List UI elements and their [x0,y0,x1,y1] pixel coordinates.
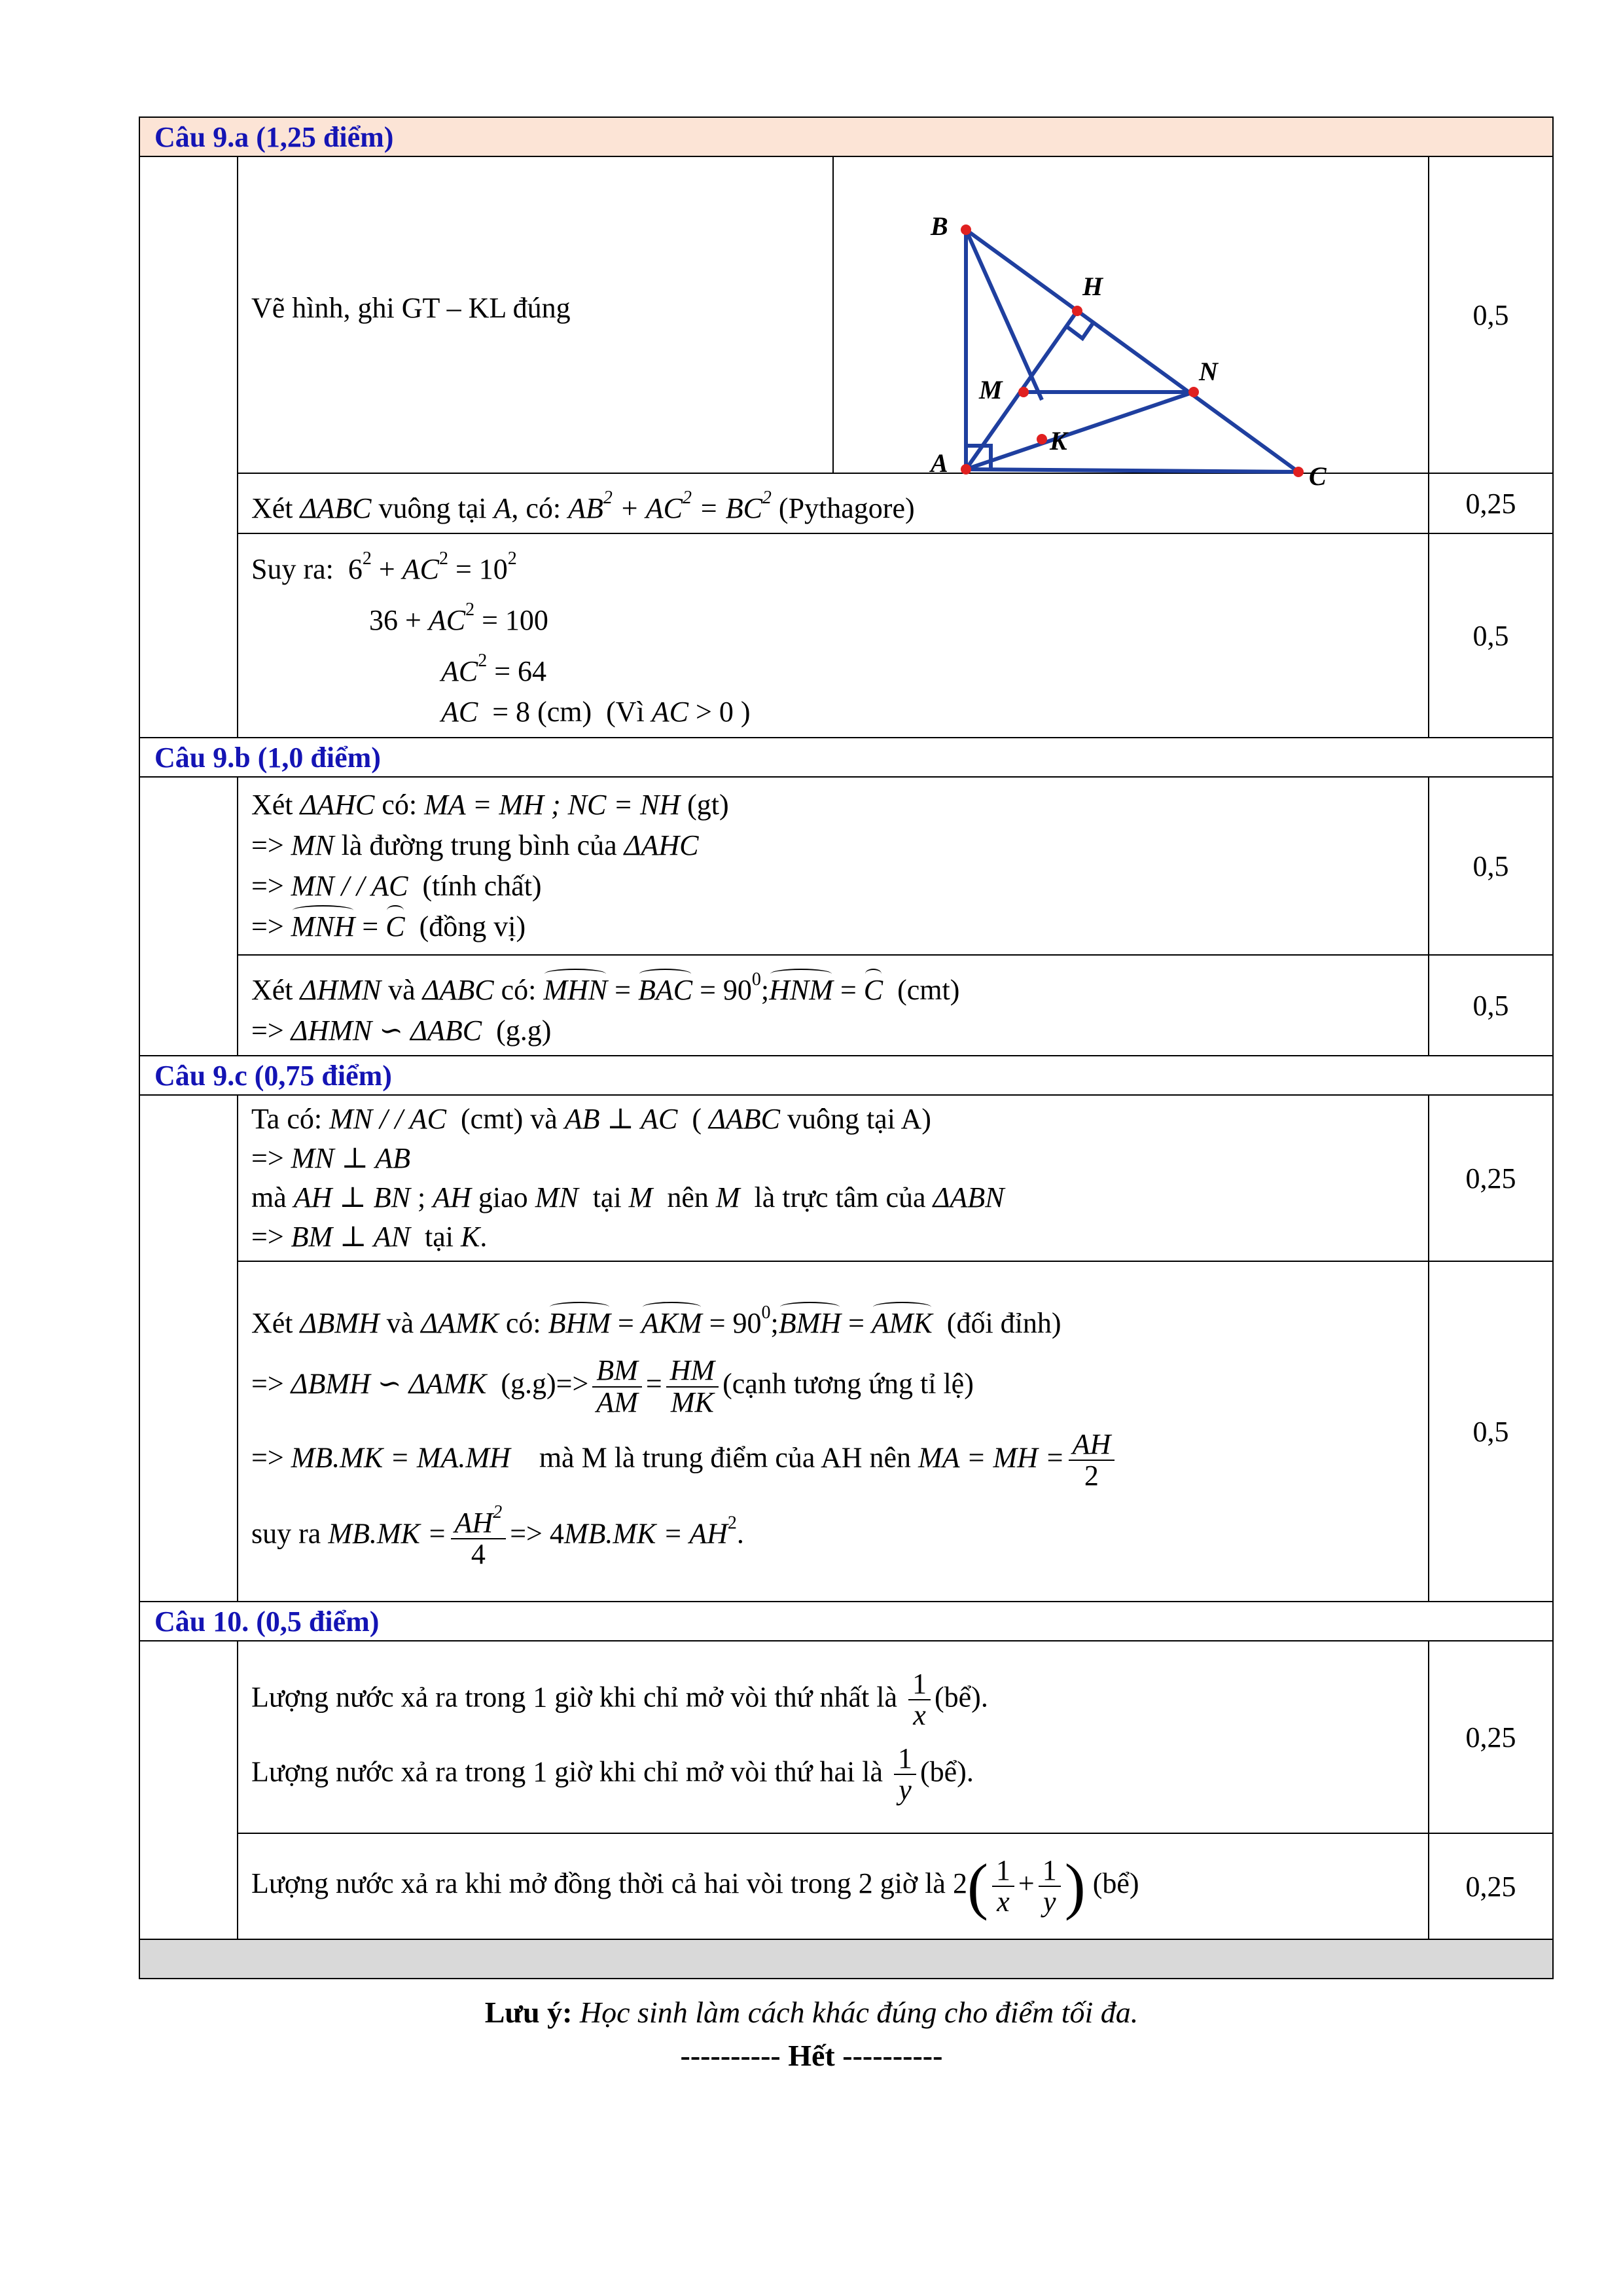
answer-table [139,117,1554,1979]
rate-cell [238,1641,1429,1833]
text-xet: Xét [251,492,293,524]
score-cell [1429,533,1553,738]
score-value: 0,25 [1465,487,1516,520]
score-value: 0,25 [1465,1162,1516,1194]
midline-cell: Xét ΔAHC có: MA = MH ; NC = NH (gt) => MN là đường trung bình của ΔAHC => MN / / AC (tính chất) => MNH = C (đồng vị) [238,777,1429,955]
fraction-ah-2: $\frac{AH}{2}$ [1069,1429,1115,1491]
eq-line-4: AC = 8 (cm) (Vì AC > 0 ) [441,696,751,728]
text-co: có: [382,789,418,821]
draw-figure-text: Vẽ hình, ghi GT – KL đúng [251,292,571,324]
section-title: Câu 9.b (1,0 điểm) [154,741,381,774]
left-margin-cell [139,1641,238,1939]
section-header-9c [139,1056,1553,1095]
section-header-10 [139,1602,1553,1641]
orthocenter-cell: Ta có: MN / / AC (cmt) và AB ⊥ AC ( ΔABC vuông tại A) => MN ⊥ AB mà AH ⊥ BN ; AH giao MN tại M nên M là trực tâm của ΔABN => BM ⊥ AN tại K. [238,1095,1429,1261]
score-value: 0,5 [1472,989,1509,1022]
triangle-abc: ΔABC [300,492,372,524]
text-cmt: (cmt) [897,974,960,1006]
text-suy-ra: Suy ra: [251,553,334,585]
fraction-1-x: $\frac{1}{x}$ [992,1856,1014,1917]
triangle-ahc: ΔAHC [300,789,375,821]
point-B [961,224,971,235]
section-title: Câu 10. (0,5 điểm) [154,1605,380,1638]
pythagore-cell [238,473,1429,533]
text-va: và [388,974,416,1006]
point-H [1072,306,1082,316]
text-A: A [493,492,512,524]
label-H: H [1082,272,1103,301]
text-va: và [386,1307,414,1340]
fraction-1-y: $\frac{1}{y}$ [1039,1856,1061,1917]
fraction-ah2-4: $\frac{AH^2}{4}$ [451,1503,507,1570]
point-M [1018,387,1029,397]
text-co: , có: [511,492,562,524]
note-label: Lưu ý: [484,1996,573,2029]
text-voi-thu-hai: Lượng nước xả ra trong 1 giờ khi chỉ mở vòi thứ hai là [251,1755,883,1788]
left-margin-cell [139,1095,238,1602]
footer-note [0,1995,1623,2030]
text-gt: (gt) [687,789,729,821]
text-nen: nên [667,1181,709,1213]
score-value: 0,25 [1465,1870,1516,1903]
text-cmt-va: (cmt) và [460,1103,558,1135]
section-header-9b [139,738,1553,777]
eq-line-3: $AC^2 = 64$ [441,651,547,687]
label-N: N [1199,357,1218,386]
label-B: B [931,211,948,241]
score-value: 0,5 [1472,850,1509,882]
label-K: K [1050,426,1067,456]
score-cell [1429,473,1553,533]
section-title: Câu 9.c (0,75 điểm) [154,1059,392,1092]
fraction-bm-am: $\frac{BM}{AM}$ [592,1355,642,1417]
product-proof-cell: Xét ΔBMH và ΔAMK có: BHM = AKM = $90^0;BMH$ = AMK (đối đỉnh) => ΔBMH ∽ ΔAMK (g.g)=> $\frac{BM}{AM}$ = $\frac{HM}{MK}$ (cạnh tương ứng tỉ lệ) => MB.MK = MA.MH mà M là trung điểm của AH nên MA = MH = $\frac{AH}{2}$ suy ra MB.MK = $\frac{AH^2}{4}$ => $4MB.MK = AH^2$. [238,1261,1429,1602]
draw-figure-cell [238,156,833,473]
label-M: M [979,375,1003,404]
label-C: C [1309,461,1327,491]
text-vuong-tai: vuông tại [378,492,487,524]
text-cm: (cm) [537,696,592,728]
combined-rate-cell: Lượng nước xả ra khi mở đồng thời cả hai vòi trong 2 giờ là 2( $\frac{1}{x}$ + $\frac{1}{y}$ ) (bể) [238,1833,1429,1939]
score-value: 0,25 [1465,1721,1516,1753]
text-be: (bể) [1092,1867,1139,1900]
text-co: có: [505,1307,541,1340]
pythagore-formula: $AB^2 + AC^2 = BC^2$ [568,488,772,524]
text-gg: (g.g) [496,1014,552,1047]
point-K [1037,434,1047,444]
score-cell [1429,1095,1553,1261]
figure-cell [833,156,1429,491]
fraction-hm-mk: $\frac{HM}{MK}$ [666,1355,719,1417]
score-value: 0,5 [1472,1415,1509,1448]
table-footer-bar [139,1939,1553,1979]
text-ca-hai-voi: Lượng nước xả ra khi mở đồng thời cả hai vòi trong 2 giờ là [251,1867,946,1900]
section-header-9a [139,117,1553,156]
note-text: Học sinh làm cách khác đúng cho điểm tối đa. [579,1996,1139,2029]
score-cell [1429,1833,1553,1939]
text-tinh-chat: (tính chất) [422,870,542,902]
score-value: 0,5 [1472,298,1509,331]
score-cell [1429,1641,1553,1833]
text-ta-co: Ta có: [251,1103,323,1135]
text-vi: (Vì [606,696,645,728]
text-duong-trung-binh: là đường trung bình của [341,829,617,861]
geometry-figure [834,158,1427,491]
similar-cell: Xét ΔHMN và ΔABC có: MHN = BAC = $90^0;HNM = C$ (cmt) => ΔHMN ∽ ΔABC (g.g) [238,955,1429,1056]
score-cell [1429,156,1553,473]
text-tai: tại [592,1181,622,1213]
fraction-1-y: $\frac{1}{y}$ [894,1744,916,1805]
text-be: (bể). [920,1755,974,1788]
text-gg: (g.g)=> [501,1367,589,1400]
end-marker: ---------- Hết ---------- [680,2039,943,2072]
text-ma: mà [251,1181,287,1213]
point-C [1293,467,1304,477]
text-dong-vi: (đồng vị) [419,910,526,942]
text-truc-tam: là trực tâm của [754,1181,926,1213]
point-N [1188,387,1199,397]
text-suy-ra: suy ra [251,1517,321,1550]
score-cell [1429,777,1553,955]
fraction-1-x: $\frac{1}{x}$ [908,1669,931,1731]
pythagore-note: (Pythagore) [778,492,915,524]
text-canh-tuong-ung: (cạnh tương ứng tỉ lệ) [722,1367,974,1400]
section-title: Câu 9.a (1,25 điểm) [154,120,394,153]
calc-ac-cell [238,533,1429,738]
point-A [961,464,971,475]
left-margin-cell [139,156,238,738]
score-cell [1429,1261,1553,1602]
score-value: 0,5 [1472,619,1509,652]
score-cell [1429,955,1553,1056]
text-tai: tại [424,1221,454,1253]
left-margin-cell [139,777,238,1056]
text-co: có: [501,974,537,1006]
eq-line-1: $6^2 + AC^2 = 10^2$ [348,548,517,585]
text-xet: Xét [251,789,293,821]
text-vuong-tai-a: vuông tại A) [787,1103,931,1135]
text-doi-dinh: (đối đỉnh) [946,1307,1061,1340]
text-trung-diem: mà M là trung điểm của AH nên [539,1441,912,1474]
text-be: (bể). [935,1680,988,1713]
text-giao: giao [478,1181,528,1213]
text-voi-thu-nhat: Lượng nước xả ra trong 1 giờ khi chỉ mở vòi thứ nhất là [251,1680,897,1713]
answer-sheet [139,117,1552,1979]
label-A: A [931,448,948,478]
eq-line-2: $36 + AC^2 = 100$ [369,600,548,636]
